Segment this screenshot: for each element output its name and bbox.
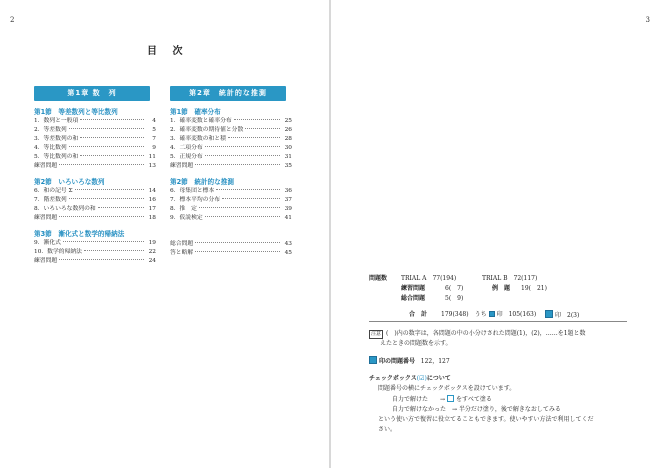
mark-problem-line: [369, 356, 450, 365]
toc-entry[interactable]: [34, 162, 156, 171]
spacer: [170, 223, 292, 240]
entry-label: 6．母集団と標本: [170, 188, 215, 194]
entry-page: 13: [148, 163, 156, 169]
checkbox-line-4: という使い方で復習に役立てることもできます。使いやすい方法で利用してくだ: [378, 416, 594, 423]
entry-label: 9．漸化式: [34, 240, 61, 246]
entry-label: 8．いろいろな数列の和: [34, 206, 96, 212]
entry-label: 3．等差数列の和: [34, 136, 79, 142]
toc-entry[interactable]: [170, 117, 292, 126]
entry-label: 10．数学的帰納法: [34, 249, 82, 255]
checkbox-icon: [447, 395, 454, 402]
right-page-number: 3: [645, 16, 650, 24]
checkbox-line-2: [392, 395, 492, 404]
entry-label: 7．階差数列: [34, 197, 67, 203]
toc-entry[interactable]: [170, 214, 292, 223]
toc-entry[interactable]: [170, 205, 292, 214]
leader-dots: [75, 189, 144, 190]
section-heading[interactable]: 第3節 漸化式と数学的帰納法: [34, 230, 125, 238]
total-mark2: 印 2(3): [555, 312, 580, 319]
mark-value: 122，127: [420, 358, 450, 365]
leader-dots: [195, 242, 280, 243]
cb2b-text: をすべて塗る: [456, 396, 492, 403]
toc-entry[interactable]: [34, 144, 156, 153]
leader-dots: [69, 198, 144, 199]
entry-label: 2．確率変数の期待値と分散: [170, 127, 244, 133]
checkbox-title: [369, 374, 451, 383]
toc-entry[interactable]: [34, 153, 156, 162]
stat-label-text: 合 計: [409, 311, 428, 318]
entry-page: 28: [284, 136, 292, 142]
leader-dots: [59, 164, 144, 165]
toc-title: 目 次: [147, 46, 189, 57]
note-line-1: [369, 329, 586, 338]
leader-dots: [199, 207, 280, 208]
toc-entry[interactable]: [34, 248, 156, 257]
toc-entry[interactable]: [34, 187, 156, 196]
toc-entry[interactable]: [170, 144, 292, 153]
entry-page: 9: [152, 145, 156, 151]
stat-label-text: 練習問題: [401, 285, 426, 292]
toc-entry[interactable]: [34, 196, 156, 205]
entry-label: 4．等比数列: [34, 145, 67, 151]
stat-label: [492, 284, 510, 293]
checkbox-title-mark: (☑): [416, 375, 427, 382]
leader-dots: [69, 128, 144, 129]
toc-entry[interactable]: [34, 257, 156, 266]
toc-entry[interactable]: [170, 135, 292, 144]
stat-label: 問題数: [369, 275, 388, 282]
leader-dots: [69, 146, 144, 147]
toc-entry[interactable]: [170, 126, 292, 135]
checkbox-line-1: 問題番号の横にチェックボックスを設けています。: [378, 385, 516, 392]
leader-dots: [216, 189, 280, 190]
entry-page: 22: [148, 249, 156, 255]
leader-dots: [59, 259, 144, 260]
entry-page: 16: [148, 197, 156, 203]
entry-label: 練習問題: [34, 163, 58, 169]
entry-label: 3．確率変数の和と積: [170, 136, 226, 142]
entry-label: 6．和の記号 Σ: [34, 188, 73, 194]
stat-row: [369, 274, 387, 283]
right-page: [331, 0, 660, 468]
mark-icon: [369, 356, 377, 364]
entry-page: 35: [284, 163, 292, 169]
entry-page: 19: [148, 240, 156, 246]
chapter-2-header[interactable]: 第2章 統計的な推測: [170, 86, 286, 101]
toc-entry[interactable]: [170, 240, 292, 249]
stat-label: [401, 284, 425, 293]
entry-label: 練習問題: [34, 258, 58, 264]
cb2-text: 自力で解けた →: [392, 396, 446, 403]
entry-page: 36: [284, 188, 292, 194]
leader-dots: [245, 128, 280, 129]
stat-value: 19( 21): [521, 285, 547, 292]
toc-entry[interactable]: [170, 153, 292, 162]
entry-label: 5．正規分布: [170, 154, 203, 160]
entry-page: 18: [148, 215, 156, 221]
checkbox-line-5: さい。: [378, 426, 397, 433]
entry-page: 7: [152, 136, 156, 142]
toc-entry[interactable]: [34, 239, 156, 248]
stat-trial-b: TRIAL B 72(117): [482, 275, 538, 282]
toc-column-1: [34, 86, 156, 266]
toc-entry[interactable]: [34, 214, 156, 223]
entry-label: 9．仮説検定: [170, 215, 203, 221]
entry-label: 練習問題: [170, 163, 194, 169]
leader-dots: [205, 146, 280, 147]
stat-label: [401, 294, 425, 303]
toc-entry[interactable]: [34, 135, 156, 144]
entry-page: 26: [284, 127, 292, 133]
stat-mark2: [545, 310, 579, 319]
section-heading[interactable]: 第2節 統計的な推測: [170, 178, 234, 186]
mark-label: 印の問題番号: [379, 358, 416, 365]
toc-column-2: [170, 86, 292, 258]
note-line-2: えたときの問題数を示す。: [380, 340, 452, 347]
entry-label: 答と略解: [170, 250, 194, 256]
leader-dots: [98, 207, 144, 208]
leader-dots: [205, 155, 280, 156]
leader-dots: [222, 198, 280, 199]
entry-label: 練習問題: [34, 215, 58, 221]
stat-label-text: 例 題: [492, 285, 511, 292]
entry-page: 25: [284, 118, 292, 124]
toc-entry[interactable]: [170, 249, 292, 258]
entry-page: 45: [284, 250, 292, 256]
mark-icon: [489, 311, 495, 317]
section-heading[interactable]: 第1節 確率分布: [170, 108, 221, 116]
left-page-number: 2: [10, 16, 15, 24]
toc-entry[interactable]: [170, 187, 292, 196]
entry-label: 2．等差数列: [34, 127, 67, 133]
stat-trial-a: TRIAL A 77(194): [401, 275, 457, 282]
leader-dots: [195, 164, 280, 165]
checkbox-line-3: 自力で解けなかった → 半分だけ塗り，後で解きなおしてみる: [392, 406, 561, 413]
entry-page: 43: [284, 241, 292, 247]
section-heading[interactable]: 第1節 等差数列と等比数列: [34, 108, 118, 116]
leader-dots: [80, 155, 144, 156]
stat-value: 6( 7): [445, 285, 464, 292]
leader-dots: [234, 119, 280, 120]
stat-value: 5( 9): [445, 295, 464, 302]
divider: [369, 321, 627, 322]
leader-dots: [80, 119, 144, 120]
check-mark-icon: [545, 310, 553, 318]
leader-dots: [228, 137, 280, 138]
leader-dots: [63, 241, 144, 242]
toc-entry[interactable]: [34, 126, 156, 135]
total-mark: 印 105(163): [496, 311, 537, 318]
entry-page: 17: [148, 206, 156, 212]
chapter-1-header[interactable]: 第1章 数 列: [34, 86, 150, 101]
entry-label: 4．二項分布: [170, 145, 203, 151]
entry-page: 4: [152, 118, 156, 124]
note-tag: 注意: [371, 331, 382, 337]
entry-page: 24: [148, 258, 156, 264]
entry-page: 31: [284, 154, 292, 160]
entry-label: 7．標本平均の分布: [170, 197, 221, 203]
leader-dots: [59, 216, 144, 217]
section-heading[interactable]: 第2節 いろいろな数列: [34, 178, 105, 186]
checkbox-title-text: チェックボックス: [369, 375, 417, 382]
leader-dots: [195, 251, 280, 252]
toc-entry[interactable]: [34, 205, 156, 214]
toc-entry[interactable]: [34, 117, 156, 126]
toc-entry[interactable]: [170, 162, 292, 171]
entry-label: 5．等比数列の和: [34, 154, 79, 160]
entry-page: 11: [148, 154, 156, 160]
leader-dots: [84, 250, 144, 251]
entry-label: 1．数列と一般項: [34, 118, 79, 124]
entry-page: 41: [284, 215, 292, 221]
checkbox-title-tail: について: [426, 375, 451, 382]
note-text: ( )内の数字は，各問題の中の小分けされた問題(1)，(2)，……を1題と数: [386, 330, 586, 337]
entry-label: 1．確率変数と確率分布: [170, 118, 232, 124]
toc-entry[interactable]: [170, 196, 292, 205]
total-value: 179(348) うち: [441, 311, 487, 318]
stat-label: [409, 310, 427, 319]
stat-label-text: 総合問題: [401, 295, 426, 302]
entry-page: 37: [284, 197, 292, 203]
stat-total: [441, 310, 536, 319]
entry-page: 30: [284, 145, 292, 151]
entry-label: 8．推 定: [170, 206, 197, 212]
entry-page: 5: [152, 127, 156, 133]
entry-page: 14: [148, 188, 156, 194]
entry-page: 39: [284, 206, 292, 212]
entry-label: 総合問題: [170, 241, 194, 247]
leader-dots: [80, 137, 144, 138]
leader-dots: [205, 216, 280, 217]
